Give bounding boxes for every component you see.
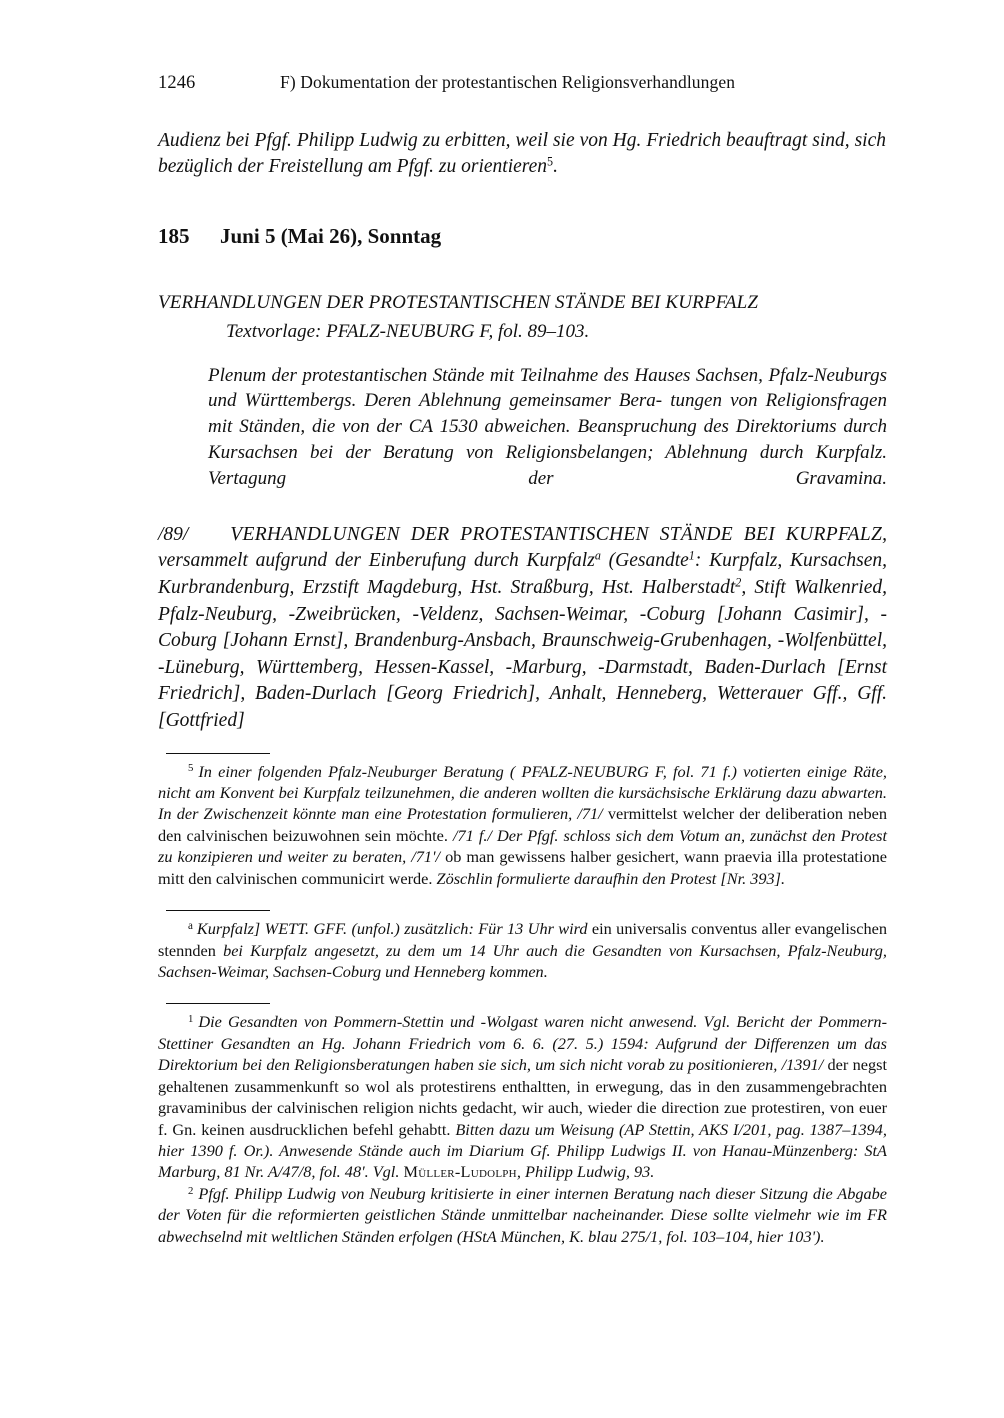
footnote-5-marker: 5 xyxy=(188,762,194,775)
footnote-1-marker: 1 xyxy=(188,1013,194,1026)
lemma-period: . xyxy=(553,156,558,178)
footnote-1-seg-2: der negst gehaltenen zusammenkunft so wol als protestirens enthaltten, in erwegung, das in den zusammengebrachten gravaminibus der calvinischen religion nichts gedacht, wir auch, wieder die direction zue protestiren, von euer f. Gn. keinen ausdrucklichen befehl gehabtt. xyxy=(158,1055,887,1139)
footnote-block-5 xyxy=(158,753,888,890)
footnote-ref-1[interactable]: 1 xyxy=(688,549,695,564)
footnote-separator-rule xyxy=(166,753,270,754)
footnote-ref-5[interactable]: 5 xyxy=(547,154,554,169)
footnote-separator-rule-a xyxy=(166,910,270,911)
footnote-5-seg-5: Zöschlin formulierte daraufhin den Protest [Nr. 393]. xyxy=(436,868,786,888)
footnote-5-seg-2: vermittelst welcher der deliberation neben den calvinischen beizuwohnen sein möchte. xyxy=(158,804,887,845)
lemma-text: Audienz bei Pfgf. Philipp Ludwig zu erbitten, weil sie von Hg. Friedrich beauftragt sind, sich bezüglich der Freistellung am Pfgf. zu orientieren xyxy=(158,130,886,178)
footnote-ref-a[interactable]: a xyxy=(594,549,601,564)
footnote-5-seg-1: In einer folgenden Pfalz-Neuburger Beratung ( PFALZ-NEUBURG F, fol. 71 f.) votierten einige Räte, nicht am Konvent bei Kurpfalz teilzunehmen, die anderen wollten die kursächsische Erklärung dazu abwarten. In der Zwischenzeit könnte man eine Protestation formulieren, /71/ xyxy=(158,761,887,824)
regest-line-5: Religionsbelangen; Ablehnung durch Kurpfalz. Vertagung der Gravamina. xyxy=(208,442,888,489)
continuation-lemma xyxy=(158,128,888,180)
main-text-list-part-2: , Stift Walkenried, Pfalz-Neuburg, -Zweibrücken, -Veldenz, Sachsen-Weimar, -Coburg [Johann Casimir], -Coburg [Johann Ernst], Brandenburg-Ansbach, Braunschweig-Grubenhagen, -Wolfenbüttel, -Lüneburg, Württemberg, Hessen-Kassel, -Marburg, -Darmstadt, Baden-Durlach [Ernst Friedrich], Baden-Durlach [Georg Friedrich], Anhalt, Henneberg, Wetterauer Gff., Gff. [Gottfried] xyxy=(158,576,887,732)
regest-line-4: Beanspruchung des Direktoriums durch Kursachsen bei der Beratung von xyxy=(208,416,887,464)
footnote-block-1-2 xyxy=(158,1003,888,1247)
footnote-1-author-name: Müller-Ludolph xyxy=(403,1162,517,1182)
footnote-a-seg-1: Kurpfalz] WETT. GFF. (unfol.) zusätzlich: Für 13 Uhr wird xyxy=(196,919,592,939)
running-title: F) Dokumentation der protestantischen Religionsverhandlungen xyxy=(280,72,736,92)
footnote-2-marker: 2 xyxy=(188,1184,194,1197)
main-text-segment-2: (Gesandte xyxy=(600,550,689,572)
footnote-separator-rule-1 xyxy=(166,1003,270,1004)
section-date: Juni 5 (Mai 26), Sonntag xyxy=(220,224,442,249)
regest-line-3: tungen von Religionsfragen mit Ständen, die von der CA 1530 abweichen. xyxy=(208,390,887,438)
footnote-block-a xyxy=(158,910,888,982)
folio-marker-89: /89/ xyxy=(158,523,189,545)
main-text xyxy=(158,522,888,735)
footnote-5-seg-4: ob man gewissens halber gesichert, wann praevia illa protestatione mitt den calvinischen communicirt werde. xyxy=(158,847,887,888)
footnote-1-seg-3: Bitten dazu um Weisung (AP Stettin, AKS I/201, pag. 1387–1394, hier 1390 f. Or.). Anwesende Stände auch im Diarium Gf. Philipp Ludwigs II. von Hanau-Münzenberg: StA Marburg, 81 Nr. A/47/8, fol. 48'. Vgl. xyxy=(158,1119,887,1182)
footnote-ref-2[interactable]: 2 xyxy=(735,575,742,590)
footnote-a-seg-3: bei Kurpfalz angesetzt, zu dem um 14 Uhr auch die Gesandten von Kursachsen, Pfalz-Neuburg, Sachsen-Weimar, Sachsen-Coburg und Henneberg kommen. xyxy=(158,940,887,982)
footnote-1 xyxy=(158,1011,888,1182)
document-source: Textvorlage: PFALZ-NEUBURG F, fol. 89–103. xyxy=(226,320,590,342)
footnote-2-text: Pfgf. Philipp Ludwig von Neuburg kritisierte in einer internen Beratung nach dieser Sitzung die Abgabe der Voten für die reformierten geistlichen Stände unmittelbar nacheinander. Diese sollte vielmehr wie im FR abwechselnd mit weltlichen Ständen erfolgen (HStA München, K. blau 275/1, fol. 103–104, hier 103'). xyxy=(158,1183,887,1246)
running-head xyxy=(158,72,888,94)
section-number: 185 xyxy=(158,224,190,249)
main-text-headline: VERHANDLUNGEN DER PROTESTANTISCHEN STÄNDE BEI KURPFALZ xyxy=(230,523,883,545)
regest-line-1: Plenum der protestantischen Stände mit Teilnahme des Hauses Sachsen, xyxy=(208,364,763,386)
footnote-2 xyxy=(158,1183,888,1247)
footnote-a xyxy=(158,918,888,982)
page-number: 1246 xyxy=(158,73,196,93)
main-text-list-part-1: : Kurpfalz, Kursachsen, Kurbrandenburg, Erzstift Magdeburg, Hst. Straßburg, Hst. Halberstadt xyxy=(158,550,887,598)
footnote-5 xyxy=(158,761,888,890)
main-text-segment-1: , versammelt aufgrund der Einberufung durch Kurpfalz xyxy=(158,523,887,572)
document-title: VERHANDLUNGEN DER PROTESTANTISCHEN STÄNDE BEI KURPFALZ xyxy=(158,292,759,314)
regest xyxy=(158,363,888,492)
footnote-1-seg-1: Die Gesandten von Pommern-Stettin und -Wolgast waren nicht anwesend. Vgl. Bericht der Pommern-Stettiner Gesandten an Hg. Johann Friedrich vom 6. 6. (27. 5.) 1594: Aufgrund der Differenzen um das Direktorium bei den Religionsberatungen haben sie sich, um sich nicht vorab zu positionieren, /1391/ xyxy=(158,1012,887,1075)
footnote-1-seg-5: , Philipp Ludwig, 93. xyxy=(516,1162,655,1182)
footnote-5-seg-3: /71 f./ Der Pfgf. schloss sich dem Votum an, zunächst den Protest zu konzipieren und weiter zu beraten, /71'/ xyxy=(158,825,887,867)
footnote-a-seg-2: ein universalis conventus aller evangelischen stennden xyxy=(158,919,887,960)
footnote-a-marker: a xyxy=(188,920,193,933)
section-heading xyxy=(158,224,888,249)
regest-line-2: Pfalz-Neuburgs und Württembergs. Deren Ablehnung gemeinsamer Bera- xyxy=(208,364,888,412)
